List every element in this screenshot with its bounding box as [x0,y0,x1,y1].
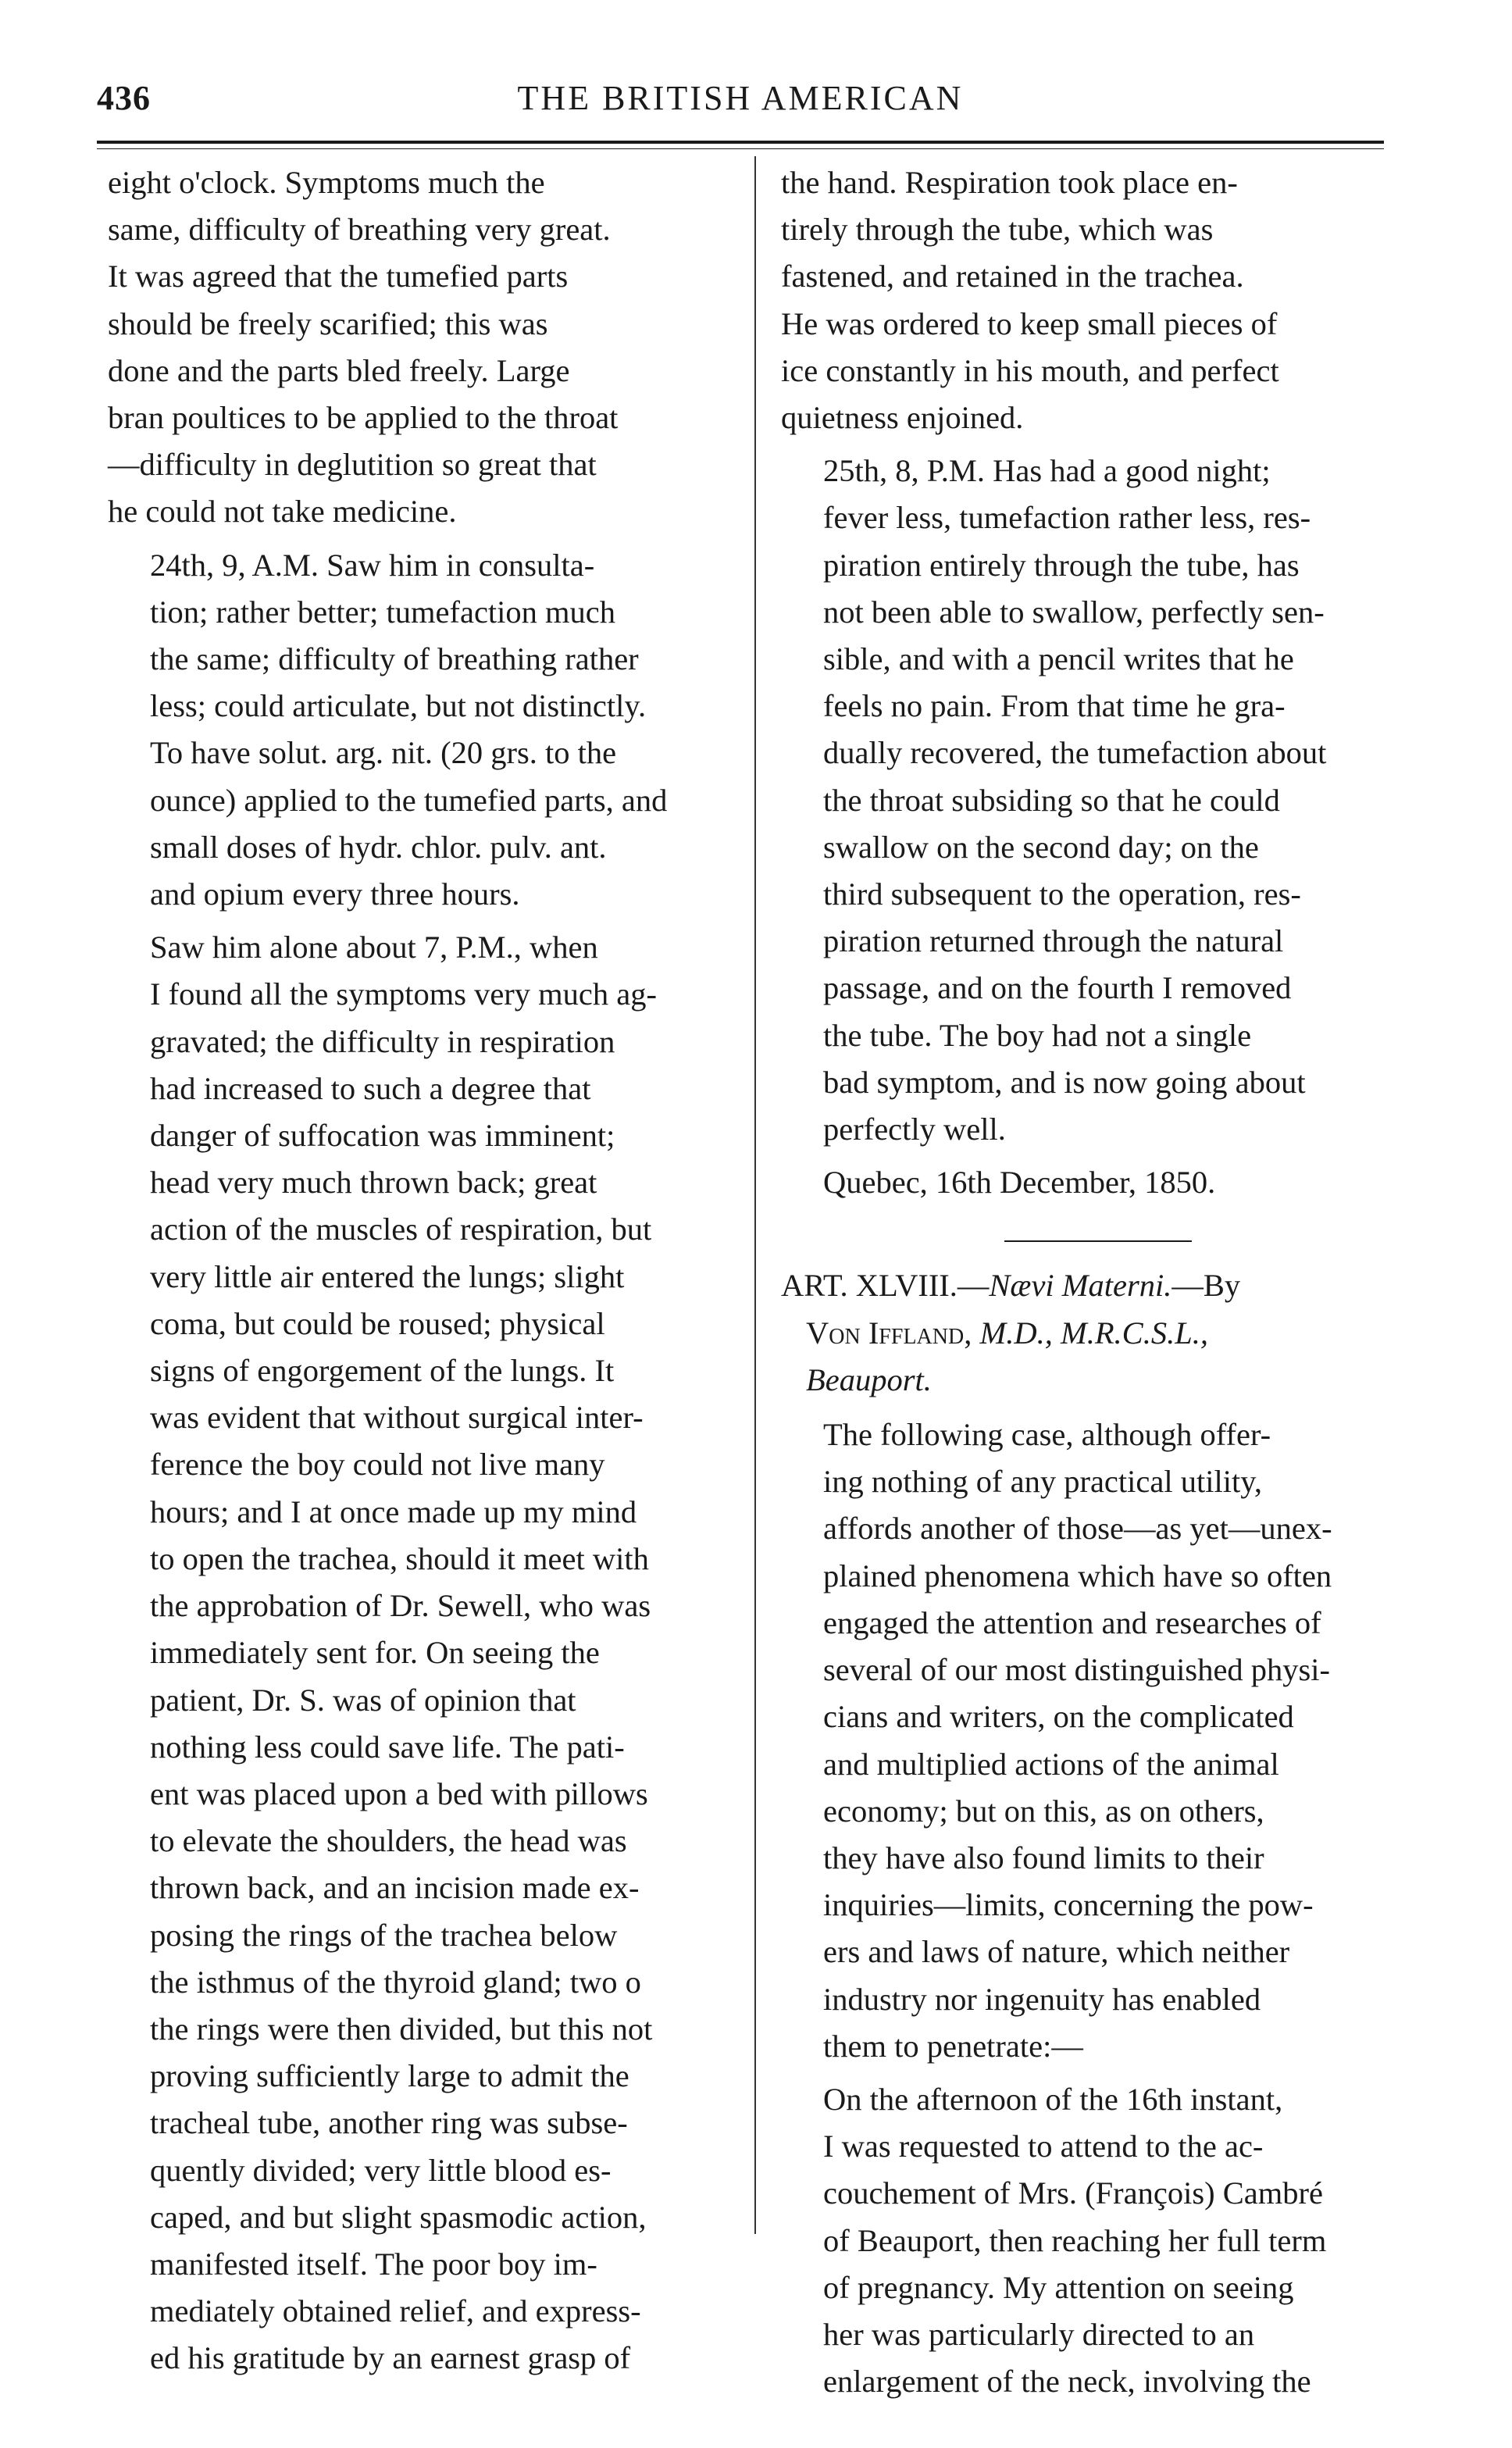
text-line: dually recovered, the tumefaction about [823,735,1327,771]
paragraph-article-intro [781,1411,1415,2070]
text-line: The following case, although offer- [823,1417,1271,1453]
text-line: less; could articulate, but not distinctly. [150,688,647,724]
text-line: the hand. Respiration took place en- [781,165,1238,200]
text-line: tion; rather better; tumefaction much [150,594,616,630]
text-line: fastened, and retained in the trachea. [781,259,1244,294]
text-line: tirely through the tube, which was [781,212,1214,248]
paragraph-25th [781,448,1415,1153]
text-line: and multiplied actions of the animal [823,1746,1279,1782]
text-line: the approbation of Dr. Sewell, who was [150,1588,651,1624]
text-line: not been able to swallow, perfectly sen- [823,594,1325,630]
text-line: mediately obtained relief, and express- [150,2293,641,2329]
text-line: sible, and with a pencil writes that he [823,641,1294,677]
text-line: industry nor ingenuity has enabled [823,1981,1261,2017]
text-line: the same; difficulty of breathing rather [150,641,639,677]
text-line: ice constantly in his mouth, and perfect [781,352,1279,388]
text-line: gravated; the difficulty in respiration [150,1023,615,1059]
page-number: 436 [97,79,151,117]
text-line: fever less, tumefaction rather less, res- [823,500,1311,536]
text-line: immediately sent for. On seeing the [150,1635,600,1671]
text-line: thrown back, and an incision made ex- [150,1870,640,1906]
text-line: the throat subsiding so that he could [823,782,1280,818]
text-line: the rings were then divided, but this not [150,2011,653,2047]
text-line: Saw him alone about 7, P.M., when [150,930,598,965]
text-line: engaged the attention and researches of [823,1604,1321,1640]
header-rule-thin [97,148,1384,149]
text-line: signs of engorgement of the lungs. It [150,1353,615,1389]
text-line: danger of suffocation was imminent; [150,1118,615,1154]
text-line: and opium every three hours. [150,876,520,912]
text-line: posing the rings of the trachea below [150,1917,618,1953]
text-line: I was requested to attend to the ac- [823,2129,1264,2164]
article-by: —By [1171,1268,1241,1304]
article-title: Nævi Materni. [989,1268,1172,1304]
text-line: quently divided; very little blood es- [150,2152,612,2188]
text-line: economy; but on this, as on others, [823,1793,1264,1829]
text-line: should be freely scarified; this was [108,305,548,341]
text-line: he could not take medicine. [108,494,457,530]
article-author: Von Iffland, [806,1315,972,1351]
text-line: of Beauport, then reaching her full term [823,2222,1327,2258]
text-line: ing nothing of any practical utility, [823,1464,1262,1500]
text-line: had increased to such a degree that [150,1070,591,1106]
text-line: piration entirely through the tube, has [823,547,1300,583]
article-separator [1004,1240,1192,1242]
article-label: ART. XLVIII.— [781,1268,990,1304]
text-line: On the afternoon of the 16th instant, [823,2081,1283,2117]
text-line: them to penetrate:— [823,2028,1083,2064]
article-degrees: M.D., M.R.C.S.L., [979,1315,1208,1351]
text-line: Quebec, 16th December, 1850. [823,1165,1216,1201]
text-line: perfectly well. [823,1112,1006,1147]
text-line: nothing less could save life. The pati- [150,1729,625,1765]
text-line: bad symptom, and is now going about [823,1064,1306,1100]
page-header [97,78,1384,137]
paragraph-continued [108,159,742,536]
text-line: ers and laws of nature, which neither [823,1934,1290,1970]
column-divider [754,156,756,2234]
text-line: head very much thrown back; great [150,1165,597,1201]
text-line: plained phenomena which have so often [823,1558,1332,1593]
text-line: action of the muscles of respiration, but [150,1212,652,1247]
text-line: swallow on the second day; on the [823,829,1259,865]
text-line: they have also found limits to their [823,1840,1264,1875]
text-line: enlargement of the neck, involving the [823,2364,1311,2400]
text-line: manifested itself. The poor boy im- [150,2246,597,2282]
text-line: tracheal tube, another ring was subse- [150,2105,628,2141]
text-line: was evident that without surgical inter- [150,1400,644,1436]
text-line: piration returned through the natural [823,923,1284,959]
text-line: inquiries—limits, concerning the pow- [823,1887,1314,1923]
text-line: coma, but could be roused; physical [150,1305,605,1341]
text-line: done and the parts bled freely. Large [108,352,570,388]
text-line: passage, and on the fourth I removed [823,970,1292,1006]
text-line: caped, and but slight spasmodic action, [150,2199,647,2235]
text-line: 24th, 9, A.M. Saw him in consulta- [150,547,595,583]
header-rule-thick [97,141,1384,144]
text-line: ent was placed upon a bed with pillows [150,1775,648,1811]
paragraph-continued-right [781,159,1415,441]
text-line: I found all the symptoms very much ag- [150,976,657,1012]
article-heading [781,1262,1415,1404]
text-line: proving sufficiently large to admit the [150,2058,629,2094]
text-line: quietness enjoined. [781,400,1024,436]
paragraph-article-case [781,2076,1415,2405]
text-line: of pregnancy. My attention on seeing [823,2269,1294,2305]
paragraph-operation [108,924,742,2382]
text-line: bran poultices to be applied to the throat [108,400,619,436]
text-line: ounce) applied to the tumefied parts, and [150,782,668,818]
left-column [108,159,742,2389]
text-line: the tube. The boy had not a single [823,1017,1252,1053]
paragraph-24th-morning [108,542,742,919]
text-line: the isthmus of the thyroid gland; two o [150,1964,641,2000]
text-line: ference the boy could not live many [150,1447,605,1483]
text-line: 25th, 8, P.M. Has had a good night; [823,453,1271,489]
running-head: THE BRITISH AMERICAN [517,79,964,117]
text-line: cians and writers, on the complicated [823,1699,1294,1735]
text-line: to elevate the shoulders, the head was [150,1823,627,1859]
article-heading-line-1 [781,1262,1415,1309]
text-line: hours; and I at once made up my mind [150,1493,637,1529]
text-line: ed his gratitude by an earnest grasp of [150,2340,631,2376]
text-line: eight o'clock. Symptoms much the [108,165,545,200]
text-line: To have solut. arg. nit. (20 grs. to the [150,735,617,771]
text-line: couchement of Mrs. (François) Cambré [823,2175,1323,2211]
right-column [781,159,1415,2411]
text-line: affords another of those—as yet—unex- [823,1511,1332,1547]
text-line: —difficulty in deglutition so great that [108,447,597,483]
dateline [781,1159,1415,1206]
text-line: patient, Dr. S. was of opinion that [150,1682,576,1718]
text-line: to open the trachea, should it meet with [150,1540,649,1576]
text-line: feels no pain. From that time he gra- [823,688,1286,724]
text-line: her was particularly directed to an [823,2316,1255,2352]
text-line: small doses of hydr. chlor. pulv. ant. [150,829,607,865]
article-place: Beauport. [806,1361,932,1397]
text-line: several of our most distinguished physi- [823,1652,1331,1688]
text-line: third subsequent to the operation, res- [823,876,1301,912]
text-line: very little air entered the lungs; slight [150,1258,625,1294]
text-line: same, difficulty of breathing very great. [108,212,611,248]
article-heading-line-2 [781,1310,1415,1357]
text-line: He was ordered to keep small pieces of [781,305,1278,341]
text-line: It was agreed that the tumefied parts [108,259,569,294]
